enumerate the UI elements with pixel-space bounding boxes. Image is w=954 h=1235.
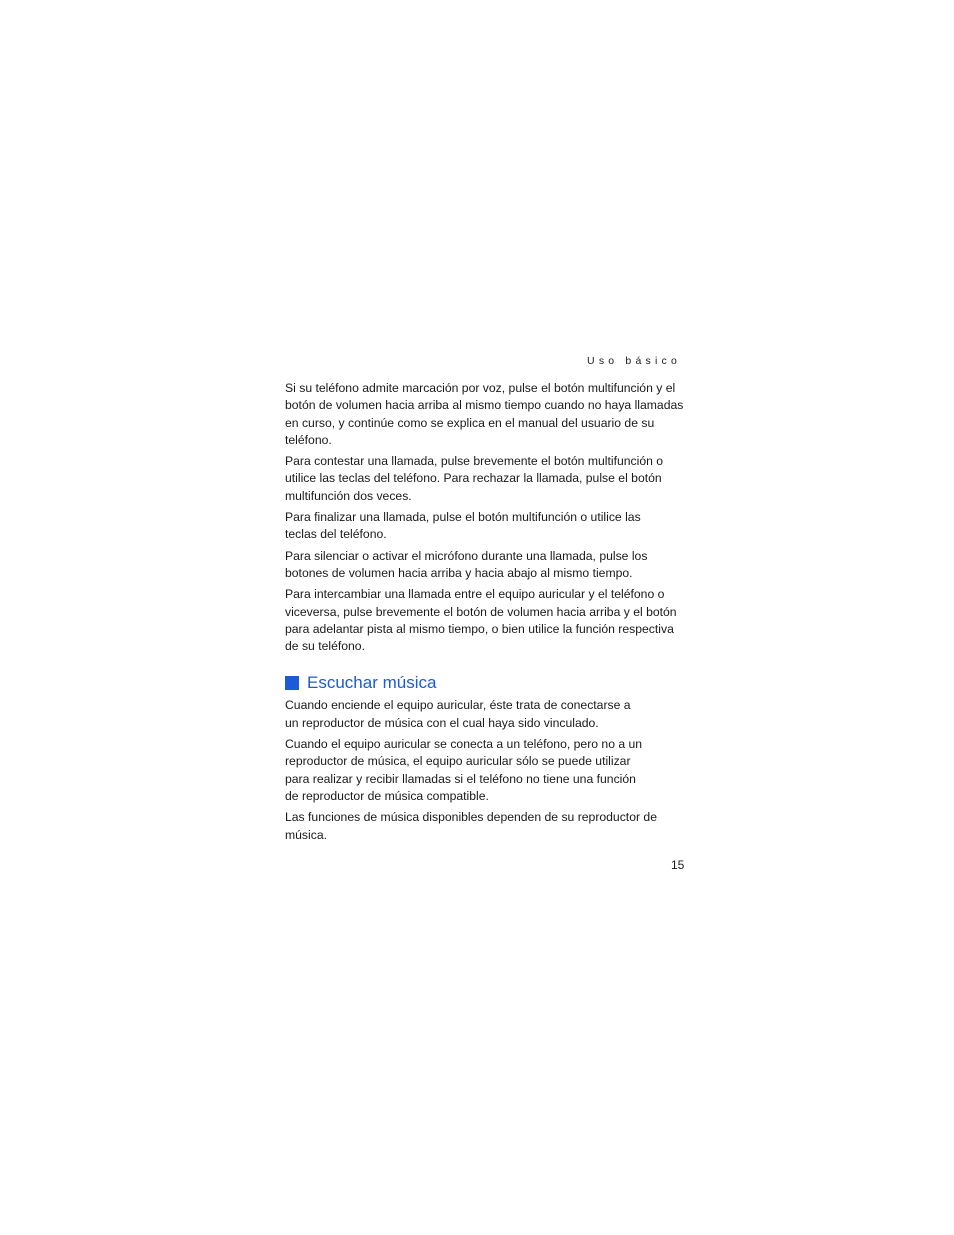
page-number: 15 <box>671 858 685 872</box>
paragraph-answer-call: Para contestar una llamada, pulse brevemente el botón multifunción o utilice las teclas del teléfono. Para rechazar la llamada, pulse el botón multifunción dos veces. <box>285 454 664 503</box>
paragraph-music-phone-only: Cuando el equipo auricular se conecta a un teléfono, pero no a un reproductor de música, el equipo auricular sólo se puede utilizar para realizar y recibir llamadas si el teléfono no tiene una función de reproductor de música compatible. <box>285 737 643 803</box>
paragraph-mute: Para silenciar o activar el micrófono durante una llamada, pulse los botones de volumen hacia arriba y hacia abajo al mismo tiempo. <box>285 548 648 580</box>
section-heading <box>285 671 685 695</box>
paragraph-end-call: Para finalizar una llamada, pulse el botón multifunción o utilice las teclas del teléfono. <box>285 510 641 542</box>
paragraph-music-connect: Cuando enciende el equipo auricular, éste trata de conectarse a un reproductor de música con el cual haya sido vinculado. <box>285 698 631 730</box>
paragraph-voice-dialing: Si su teléfono admite marcación por voz, pulse el botón multifunción y el botón de volumen hacia arriba al mismo tiempo cuando no haya llamadas en curso, y continúe como se explica en el manual del usuario de su teléfono. <box>285 381 684 447</box>
paragraph-music-functions: Las funciones de música disponibles dependen de su reproductor de música. <box>285 810 657 842</box>
section-title: Escuchar música <box>307 673 437 693</box>
running-header: Uso básico <box>587 355 681 367</box>
page-content <box>285 380 685 848</box>
paragraph-transfer-call: Para intercambiar una llamada entre el equipo auricular y el teléfono o viceversa, pulse brevemente el botón de volumen hacia arriba y el botón para adelantar pista al mismo tiempo, o bien utilice la función respectiva de su teléfono. <box>285 587 677 654</box>
blue-square-icon <box>285 676 299 690</box>
